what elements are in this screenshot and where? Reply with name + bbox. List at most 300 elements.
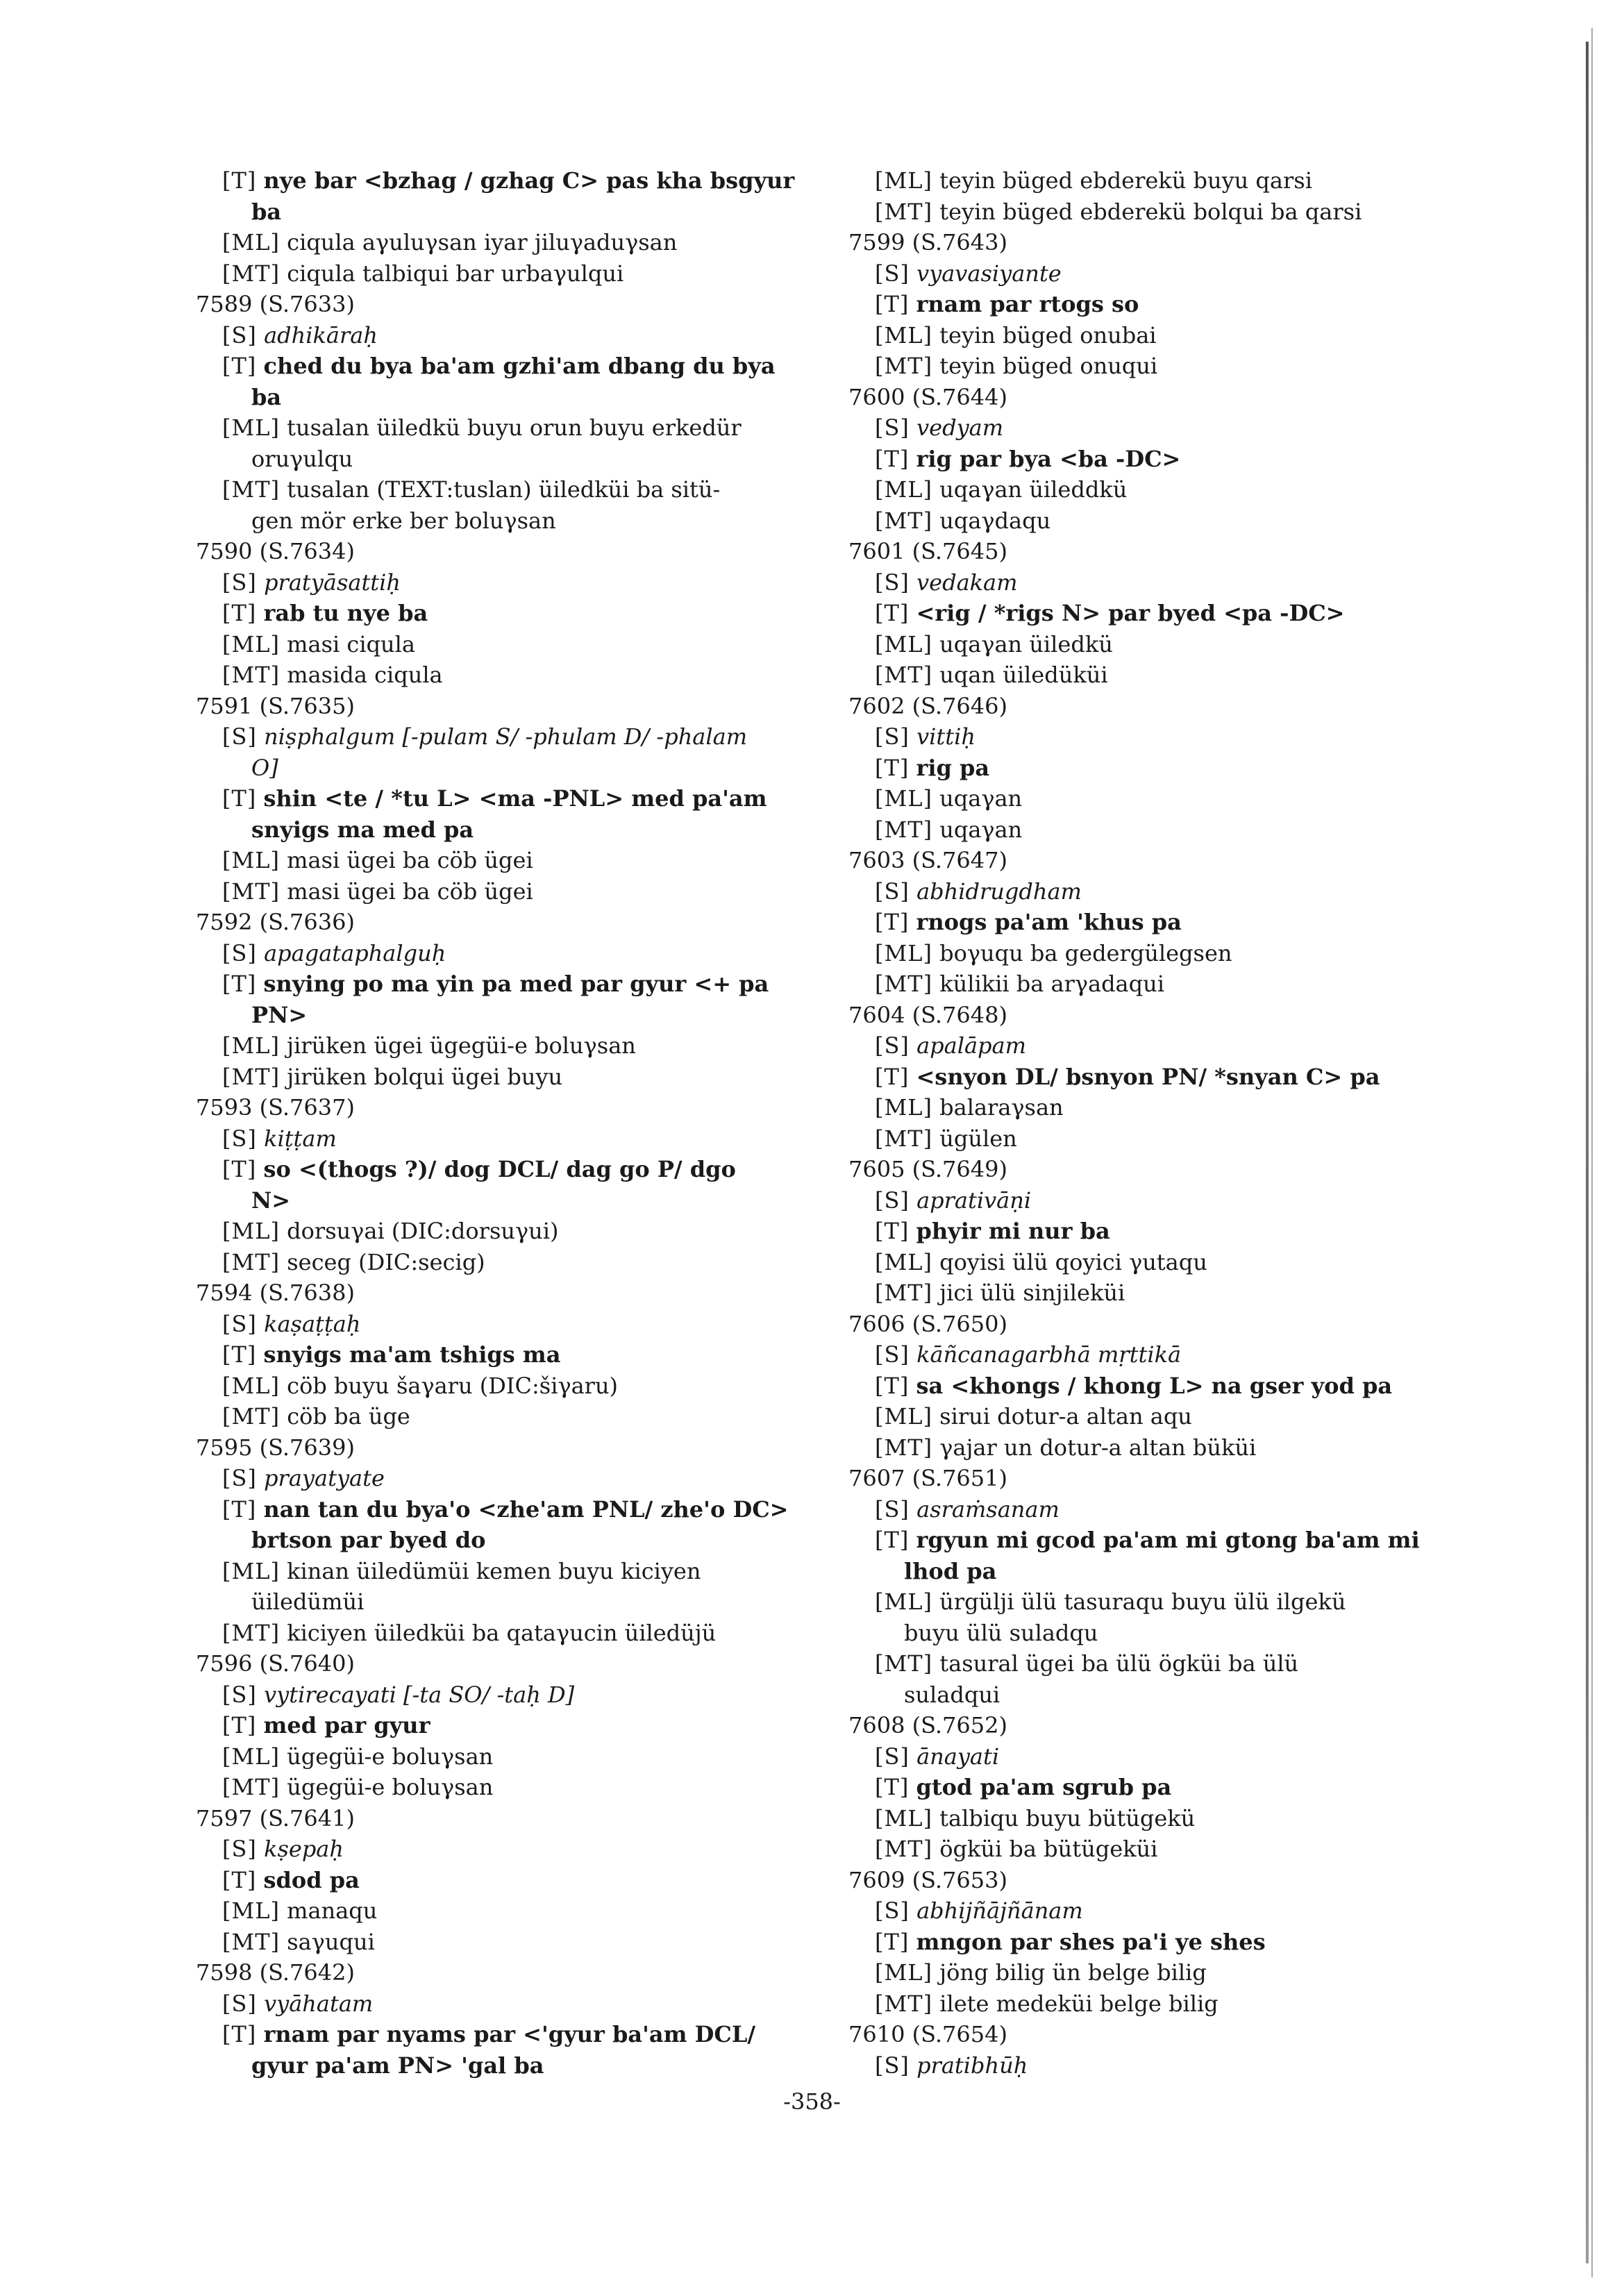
entry-line bbox=[848, 444, 1487, 475]
dictionary-entry bbox=[848, 382, 1487, 537]
entry-line bbox=[848, 1525, 1487, 1556]
entry-number: 7597 (S.7641) bbox=[196, 1804, 355, 1832]
entry-text: boγuqu ba gedergülegsen bbox=[939, 939, 1232, 966]
dictionary-entry bbox=[196, 289, 821, 536]
language-tag: [S] bbox=[875, 2052, 910, 2079]
entry-line bbox=[848, 1339, 1487, 1371]
entry-text: balaraγsan bbox=[939, 1094, 1064, 1121]
entry-text: adhikāraḥ bbox=[264, 321, 378, 349]
entry-line bbox=[196, 876, 821, 907]
entry-line bbox=[196, 1895, 821, 1927]
entry-text: γajar un dotur-a altan büküi bbox=[939, 1434, 1257, 1461]
entry-number: 7605 (S.7649) bbox=[848, 1156, 1007, 1182]
entry-text: jici ülü sinjileküi bbox=[939, 1280, 1125, 1306]
language-tag: [ML] bbox=[875, 785, 932, 812]
entry-line bbox=[196, 1339, 821, 1371]
entry-line bbox=[848, 721, 1487, 753]
language-tag: [T] bbox=[875, 600, 910, 626]
language-tag: [ML] bbox=[222, 414, 280, 441]
entry-line bbox=[848, 351, 1487, 382]
entry-line bbox=[848, 814, 1487, 846]
language-tag: [T] bbox=[222, 1866, 257, 1893]
continuation-line: gen mör erke ber boluγsan bbox=[251, 507, 556, 534]
language-tag: [ML] bbox=[875, 1804, 932, 1832]
language-tag: [MT] bbox=[875, 971, 933, 997]
language-tag: [T] bbox=[875, 445, 910, 472]
language-tag: [T] bbox=[875, 1218, 910, 1244]
entry-text: uqaγdaqu bbox=[939, 507, 1051, 534]
language-tag: [ML] bbox=[222, 1743, 280, 1770]
language-tag: [ML] bbox=[222, 1032, 280, 1059]
entry-text: masida ciqula bbox=[287, 662, 443, 688]
entry-line bbox=[848, 258, 1487, 290]
language-tag: [ML] bbox=[875, 630, 932, 657]
language-tag: [S] bbox=[875, 878, 910, 905]
entry-text: <snyon DL/ bsnyon PN/ *snyan C> pa bbox=[916, 1063, 1380, 1090]
entry-text: teyin büged ebderekü bolqui ba qarsi bbox=[939, 198, 1362, 225]
entry-text: saγuqui bbox=[287, 1928, 375, 1955]
entry-number: 7591 (S.7635) bbox=[196, 692, 355, 719]
dictionary-entry bbox=[848, 1309, 1487, 1464]
entry-line bbox=[848, 969, 1487, 1000]
entry-text: ürgülji ülü tasuraqu buyu ülü ilgekü bbox=[939, 1589, 1346, 1615]
entry-text: teyin büged ebderekü buyu qarsi bbox=[939, 167, 1312, 194]
entry-number: 7589 (S.7633) bbox=[196, 291, 355, 317]
continuation-line: N> bbox=[251, 1187, 291, 1214]
entry-line bbox=[196, 474, 821, 505]
entry-line bbox=[196, 1556, 821, 1587]
language-tag: [ML] bbox=[875, 167, 932, 194]
entry-text: manaqu bbox=[287, 1897, 378, 1924]
entry-number: 7600 (S.7644) bbox=[848, 383, 1007, 410]
language-tag: [S] bbox=[222, 569, 257, 596]
continuation-line: suladqui bbox=[904, 1681, 1001, 1708]
language-tag: [T] bbox=[222, 1712, 257, 1738]
entry-text: snyigs ma'am tshigs ma bbox=[263, 1341, 561, 1368]
entry-text: uqan üiledüküi bbox=[939, 662, 1108, 688]
entry-text: ögküi ba bütügeküi bbox=[939, 1836, 1158, 1862]
language-tag: [S] bbox=[222, 1681, 257, 1708]
entry-text: jirüken bolqui ügei buyu bbox=[287, 1063, 563, 1090]
continuation-line: brtson par byed do bbox=[251, 1527, 486, 1553]
dictionary-entry bbox=[848, 536, 1487, 691]
entry-line bbox=[848, 629, 1487, 660]
entry-line bbox=[196, 1247, 821, 1278]
language-tag: [MT] bbox=[222, 476, 281, 503]
language-tag: [S] bbox=[875, 1495, 910, 1523]
language-tag: [ML] bbox=[875, 1589, 932, 1615]
entry-text: tusalan üiledkü buyu orun buyu erkedür bbox=[287, 414, 742, 441]
entry-text: abhijñājñānam bbox=[916, 1897, 1083, 1924]
entry-line bbox=[196, 1030, 821, 1062]
entry-line bbox=[196, 938, 821, 969]
entry-line bbox=[848, 1062, 1487, 1093]
continuation-line: oruγulqu bbox=[251, 445, 353, 472]
entry-number: 7596 (S.7640) bbox=[196, 1650, 355, 1677]
language-tag: [T] bbox=[875, 1372, 910, 1399]
entry-text: rnogs pa'am 'khus pa bbox=[916, 909, 1182, 935]
language-tag: [T] bbox=[222, 1495, 257, 1523]
scan-edge-line bbox=[1591, 28, 1593, 2277]
entry-number: 7606 (S.7650) bbox=[848, 1310, 1007, 1337]
entry-text: uqaγan bbox=[939, 785, 1023, 812]
language-tag: [S] bbox=[875, 414, 910, 441]
entry-number: 7604 (S.7648) bbox=[848, 1001, 1007, 1028]
entry-line bbox=[848, 1927, 1487, 1958]
entry-line bbox=[196, 1154, 821, 1185]
entry-text: dorsuγai (DIC:dorsuγui) bbox=[287, 1218, 559, 1244]
entry-text: uqaγan bbox=[939, 816, 1023, 843]
language-tag: [ML] bbox=[875, 321, 932, 349]
language-tag: [S] bbox=[875, 1341, 910, 1368]
entry-line bbox=[848, 567, 1487, 598]
right-column bbox=[848, 165, 1487, 2081]
language-tag: [MT] bbox=[222, 1619, 281, 1646]
entry-text: vittiḥ bbox=[916, 723, 976, 750]
entry-line bbox=[848, 783, 1487, 814]
language-tag: [S] bbox=[875, 569, 910, 596]
entry-number: 7603 (S.7647) bbox=[848, 847, 1007, 873]
language-tag: [T] bbox=[222, 353, 257, 379]
continuation-line: snyigs ma med pa bbox=[251, 816, 474, 843]
dictionary-entry bbox=[848, 691, 1487, 846]
entry-line bbox=[848, 907, 1487, 938]
language-tag: [ML] bbox=[222, 1218, 280, 1244]
dictionary-entry bbox=[848, 1000, 1487, 1155]
entry-text: qoyisi ülü qoyici γutaqu bbox=[939, 1248, 1207, 1275]
entry-line bbox=[848, 474, 1487, 505]
entry-line bbox=[848, 165, 1487, 196]
language-tag: [MT] bbox=[222, 1928, 281, 1955]
language-tag: [S] bbox=[222, 723, 257, 750]
entry-number: 7594 (S.7638) bbox=[196, 1280, 355, 1306]
entry-text: rgyun mi gcod pa'am mi gtong ba'am mi bbox=[916, 1527, 1420, 1553]
scan-edge-shadow bbox=[1586, 42, 1589, 2263]
language-tag: [T] bbox=[222, 2021, 257, 2047]
language-tag: [ML] bbox=[222, 847, 280, 873]
language-tag: [MT] bbox=[875, 1990, 933, 2017]
entry-line bbox=[848, 320, 1487, 351]
entry-line bbox=[848, 1494, 1487, 1525]
entry-text: phyir mi nur ba bbox=[916, 1218, 1110, 1244]
language-tag: [T] bbox=[875, 909, 910, 935]
entry-text: gtod pa'am sgrub pa bbox=[916, 1774, 1172, 1800]
language-tag: [S] bbox=[222, 321, 257, 349]
dictionary-entry bbox=[196, 165, 821, 289]
entry-text: kṣepaḥ bbox=[264, 1836, 344, 1862]
entry-text: asraṁsanam bbox=[916, 1495, 1060, 1523]
entry-line bbox=[848, 660, 1487, 691]
entry-line bbox=[196, 721, 821, 753]
entry-line bbox=[848, 1834, 1487, 1865]
entry-line bbox=[196, 1062, 821, 1093]
language-tag: [T] bbox=[222, 1341, 257, 1368]
entry-line bbox=[196, 783, 821, 814]
language-tag: [T] bbox=[875, 1063, 910, 1090]
entry-line bbox=[848, 1988, 1487, 2020]
entry-text: niṣphalgum [-pulam S/ -phulam D/ -phalam bbox=[264, 723, 748, 750]
entry-line bbox=[196, 1216, 821, 1247]
entry-number: 7595 (S.7639) bbox=[196, 1434, 355, 1461]
entry-line bbox=[196, 1371, 821, 1402]
entry-text: rnam par rtogs so bbox=[916, 291, 1139, 317]
entry-text: kaṣaṭṭaḥ bbox=[264, 1310, 361, 1337]
entry-text: aprativāṇi bbox=[916, 1187, 1032, 1214]
dictionary-entry bbox=[848, 845, 1487, 1000]
language-tag: [T] bbox=[875, 1928, 910, 1955]
entry-number: 7609 (S.7653) bbox=[848, 1866, 1007, 1893]
entry-text: masi ügei ba cöb ügei bbox=[287, 878, 533, 905]
language-tag: [MT] bbox=[222, 662, 281, 688]
entry-line bbox=[848, 1247, 1487, 1278]
entry-text: jöng bilig ün belge bilig bbox=[939, 1959, 1207, 1986]
language-tag: [T] bbox=[222, 1156, 257, 1182]
entry-line bbox=[196, 629, 821, 660]
entry-text: ciqula aγuluγsan iyar jiluγaduγsan bbox=[287, 229, 678, 255]
language-tag: [MT] bbox=[222, 260, 281, 287]
language-tag: [S] bbox=[222, 1990, 257, 2017]
entry-text: uqaγan üiledkü bbox=[939, 630, 1113, 657]
language-tag: [ML] bbox=[875, 1094, 932, 1121]
entry-text: kiciyen üiledküi ba qataγucin üiledüjü bbox=[287, 1619, 717, 1646]
language-tag: [S] bbox=[875, 1897, 910, 1924]
language-tag: [T] bbox=[222, 600, 257, 626]
language-tag: [T] bbox=[222, 971, 257, 997]
entry-text: apalāpam bbox=[916, 1032, 1026, 1059]
language-tag: [S] bbox=[875, 723, 910, 750]
entry-text: vedyam bbox=[916, 414, 1004, 441]
entry-line bbox=[196, 567, 821, 598]
entry-line bbox=[196, 969, 821, 1000]
language-tag: [ML] bbox=[222, 229, 280, 255]
language-tag: [T] bbox=[222, 167, 257, 194]
dictionary-entry bbox=[196, 1803, 821, 1958]
language-tag: [S] bbox=[875, 1743, 910, 1770]
entry-line bbox=[196, 2019, 821, 2050]
entry-text: rab tu nye ba bbox=[263, 600, 428, 626]
entry-text: ügegüi-e boluγsan bbox=[287, 1774, 494, 1800]
entry-text: tusalan (TEXT:tuslan) üiledküi ba sitü- bbox=[287, 476, 721, 503]
language-tag: [ML] bbox=[875, 1403, 932, 1430]
language-tag: [MT] bbox=[222, 878, 281, 905]
entry-line bbox=[848, 753, 1487, 784]
entry-line bbox=[196, 1463, 821, 1494]
entry-line bbox=[196, 227, 821, 258]
entry-number: 7593 (S.7637) bbox=[196, 1094, 355, 1121]
entry-line bbox=[196, 320, 821, 351]
dictionary-entry bbox=[196, 1277, 821, 1432]
language-tag: [S] bbox=[222, 939, 257, 966]
language-tag: [MT] bbox=[875, 198, 933, 225]
entry-text: so <(thogs ?)/ dog DCL/ dag go P/ dgo bbox=[263, 1156, 736, 1182]
dictionary-entry bbox=[196, 1957, 821, 2081]
entry-line bbox=[196, 412, 821, 444]
entry-text: vyavasiyante bbox=[916, 260, 1062, 287]
entry-text: masi ciqula bbox=[287, 630, 415, 657]
entry-text: kāñcanagarbhā mṛttikā bbox=[916, 1341, 1182, 1368]
dictionary-entry bbox=[196, 691, 821, 907]
entry-line bbox=[196, 351, 821, 382]
entry-line bbox=[196, 165, 821, 196]
entry-text: sirui dotur-a altan aqu bbox=[939, 1403, 1192, 1430]
entry-number: 7607 (S.7651) bbox=[848, 1465, 1007, 1491]
language-tag: [MT] bbox=[875, 1280, 933, 1306]
left-column bbox=[196, 165, 821, 2081]
language-tag: [ML] bbox=[875, 1959, 932, 1986]
language-tag: [ML] bbox=[222, 1557, 280, 1584]
entry-line bbox=[196, 1988, 821, 2020]
language-tag: [S] bbox=[875, 1032, 910, 1059]
dictionary-entry bbox=[848, 2019, 1487, 2081]
entry-number: 7601 (S.7645) bbox=[848, 538, 1007, 564]
entry-text: ched du bya ba'am gzhi'am dbang du bya bbox=[263, 353, 776, 379]
dictionary-entry bbox=[196, 1648, 821, 1803]
language-tag: [MT] bbox=[222, 1248, 281, 1275]
entry-line bbox=[196, 1772, 821, 1803]
entry-line bbox=[848, 1277, 1487, 1309]
dictionary-entry bbox=[196, 1092, 821, 1277]
entry-text: ānayati bbox=[916, 1743, 1000, 1770]
entry-line bbox=[196, 1494, 821, 1525]
entry-text: mngon par shes pa'i ye shes bbox=[916, 1928, 1266, 1955]
entry-line bbox=[848, 1216, 1487, 1247]
dictionary-entry bbox=[848, 1463, 1487, 1710]
language-tag: [T] bbox=[222, 785, 257, 812]
entry-text: jirüken ügei ügegüi-e boluγsan bbox=[287, 1032, 636, 1059]
language-tag: [S] bbox=[875, 1187, 910, 1214]
entry-number: 7608 (S.7652) bbox=[848, 1712, 1007, 1738]
dictionary-entry bbox=[196, 1432, 821, 1649]
entry-text: med par gyur bbox=[263, 1712, 430, 1738]
dictionary-entry bbox=[848, 227, 1487, 382]
entry-text: nan tan du bya'o <zhe'am PNL/ zhe'o DC> bbox=[263, 1495, 789, 1523]
entry-number: 7599 (S.7643) bbox=[848, 229, 1007, 255]
entry-text: snying po ma yin pa med par gyur <+ pa bbox=[263, 971, 769, 997]
language-tag: [ML] bbox=[875, 1248, 932, 1275]
entry-line bbox=[848, 289, 1487, 320]
entry-text: vedakam bbox=[916, 569, 1018, 596]
entry-number: 7602 (S.7646) bbox=[848, 692, 1007, 719]
entry-line bbox=[848, 1957, 1487, 1988]
language-tag: [T] bbox=[875, 754, 910, 781]
entry-text: cöb buyu šaγaru (DIC:šiγaru) bbox=[287, 1372, 619, 1399]
entry-text: tasural ügei ba ülü ögküi ba ülü bbox=[939, 1650, 1299, 1677]
entry-line bbox=[196, 1834, 821, 1865]
entry-text: apagataphalguḥ bbox=[264, 939, 446, 966]
entry-text: rnam par nyams par <'gyur ba'am DCL/ bbox=[263, 2021, 756, 2047]
language-tag: [MT] bbox=[875, 1650, 933, 1677]
language-tag: [MT] bbox=[222, 1403, 281, 1430]
language-tag: [MT] bbox=[875, 662, 933, 688]
entry-text: teyin büged onuqui bbox=[939, 353, 1158, 379]
entry-text: <rig / *rigs N> par byed <pa -DC> bbox=[916, 600, 1345, 626]
language-tag: [S] bbox=[222, 1465, 257, 1491]
entry-line bbox=[848, 1432, 1487, 1464]
entry-line bbox=[848, 1092, 1487, 1123]
language-tag: [MT] bbox=[875, 1125, 933, 1152]
continuation-line: üiledümüi bbox=[251, 1589, 365, 1615]
entry-line bbox=[196, 1679, 821, 1711]
entry-text: sa <khongs / khong L> na gser yod pa bbox=[916, 1372, 1393, 1399]
language-tag: [MT] bbox=[875, 1836, 933, 1862]
dictionary-entry bbox=[848, 1710, 1487, 1865]
continuation-line: ba bbox=[251, 198, 282, 225]
entry-line bbox=[848, 1030, 1487, 1062]
continuation-line: PN> bbox=[251, 1001, 308, 1028]
dictionary-entry bbox=[848, 1865, 1487, 2020]
entry-line bbox=[196, 1741, 821, 1773]
entry-line bbox=[848, 876, 1487, 907]
language-tag: [MT] bbox=[875, 507, 933, 534]
continuation-line: ba bbox=[251, 383, 282, 410]
language-tag: [T] bbox=[875, 291, 910, 317]
entry-line bbox=[196, 1618, 821, 1649]
entry-line bbox=[196, 258, 821, 290]
continuation-line: O] bbox=[251, 754, 278, 781]
language-tag: [ML] bbox=[222, 1897, 280, 1924]
entry-text: rig pa bbox=[916, 754, 990, 781]
entry-text: shin <te / *tu L> <ma -PNL> med pa'am bbox=[263, 785, 767, 812]
language-tag: [MT] bbox=[875, 816, 933, 843]
dictionary-entry bbox=[196, 536, 821, 691]
language-tag: [S] bbox=[222, 1125, 257, 1152]
continuation-line: buyu ülü suladqu bbox=[904, 1619, 1098, 1646]
entry-line bbox=[848, 412, 1487, 444]
entry-line bbox=[848, 1772, 1487, 1803]
entry-text: ciqula talbiqui bar urbaγulqui bbox=[287, 260, 624, 287]
entry-text: kinan üiledümüi kemen buyu kiciyen bbox=[287, 1557, 701, 1584]
entry-line bbox=[848, 1648, 1487, 1679]
entry-line bbox=[196, 845, 821, 876]
entry-text: pratyāsattiḥ bbox=[264, 569, 401, 596]
entry-line bbox=[848, 2050, 1487, 2081]
dictionary-entry bbox=[848, 165, 1487, 227]
entry-text: masi ügei ba cöb ügei bbox=[287, 847, 533, 873]
language-tag: [MT] bbox=[222, 1063, 281, 1090]
entry-line bbox=[848, 1586, 1487, 1618]
entry-line bbox=[196, 1865, 821, 1896]
entry-number: 7610 (S.7654) bbox=[848, 2021, 1007, 2047]
language-tag: [S] bbox=[222, 1310, 257, 1337]
language-tag: [MT] bbox=[222, 1774, 281, 1800]
entry-text: vyāhatam bbox=[264, 1990, 374, 2017]
entry-line bbox=[196, 1710, 821, 1741]
dictionary-entry bbox=[196, 907, 821, 1092]
entry-text: uqaγan üileddkü bbox=[939, 476, 1128, 503]
entry-line bbox=[848, 1123, 1487, 1155]
dictionary-entry bbox=[848, 1154, 1487, 1309]
entry-line bbox=[848, 938, 1487, 969]
entry-text: abhidrugdham bbox=[916, 878, 1082, 905]
entry-line bbox=[196, 1401, 821, 1432]
language-tag: [ML] bbox=[222, 630, 280, 657]
entry-text: sdod pa bbox=[263, 1866, 360, 1893]
entry-text: kiṭṭam bbox=[264, 1125, 337, 1152]
entry-text: prayatyate bbox=[264, 1465, 385, 1491]
language-tag: [MT] bbox=[875, 353, 933, 379]
entry-line bbox=[848, 1371, 1487, 1402]
entry-line bbox=[196, 598, 821, 629]
entry-line bbox=[848, 1185, 1487, 1216]
language-tag: [MT] bbox=[875, 1434, 933, 1461]
language-tag: [S] bbox=[875, 260, 910, 287]
entry-text: ilete medeküi belge bilig bbox=[939, 1990, 1219, 2017]
entry-text: ügülen bbox=[939, 1125, 1017, 1152]
entry-line bbox=[848, 505, 1487, 537]
language-tag: [T] bbox=[875, 1527, 910, 1553]
entry-text: talbiqu buyu bütügekü bbox=[939, 1804, 1196, 1832]
entry-line bbox=[196, 1927, 821, 1958]
